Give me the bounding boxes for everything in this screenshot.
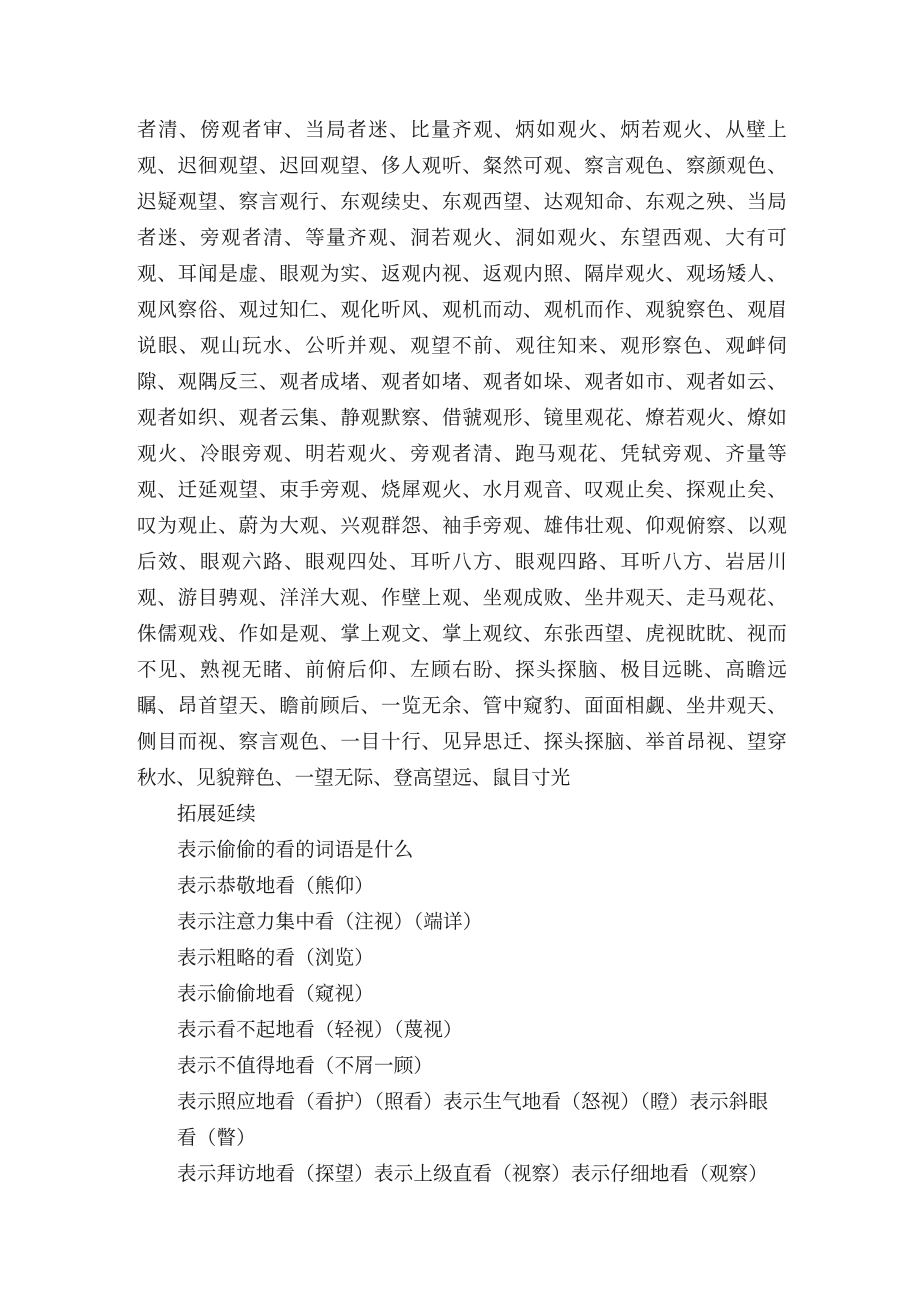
extension-line-text: 表示照应地看（看护）（照看）表示生气地看（怒视）（瞪）表示斜眼看（瞥） (177, 1090, 769, 1149)
idiom-paragraph: 者清、傍观者审、当局者迷、比量齐观、炳如观火、炳若观火、从壁上观、迟徊观望、迟回观望、侈人观听、粲然可观、察言观色、察颜观色、迟疑观望、察言观行、东观续史、东观西望、达观知命、东观之殃、当局者迷、旁观者清、等量齐观、洞若观火、洞如观火、东望西观、大有可观、耳闻是虚、眼观为实、返观内视、返观内照、隔岸观火、观场矮人、观风察俗、观过知仁、观化听风、观机而动、观机而作、观貌察色、观眉说眼、观山玩水、公听并观、观望不前、观往知来、观形察色、观衅伺隙、观隅反三、观者成堵、观者如堵、观者如垛、观者如市、观者如云、观者如织、观者云集、静观默察、借虢观形、镜里观花、燎若观火、燎如观火、冷眼旁观、明若观火、旁观者清、跑马观花、凭轼旁观、齐量等观、迁延观望、束手旁观、烧犀观火、水月观音、叹观止矣、探观止矣、叹为观止、蔚为大观、兴观群怨、袖手旁观、雄伟壮观、仰观俯察、以观后效、眼观六路、眼观四处、耳听八方、眼观四路、耳听八方、岩居川观、游目骋观、洋洋大观、作壁上观、坐观成败、坐井观天、走马观花、侏儒观戏、作如是观、掌上观文、掌上观纹、东张西望、虎视眈眈、视而不见、熟视无睹、前俯后仰、左顾右盼、探头探脑、极目远眺、高瞻远瞩、昂首望天、瞻前顾后、一览无余、管中窥豹、面面相觑、坐井观天、侧目而视、察言观色、一目十行、见异思迁、探头探脑、举首昂视、望穿秋水、见貌辩色、一望无际、登高望远、鼠目寸光 (137, 118, 787, 789)
extension-line: 表示偷偷的看的词语是什么 (177, 838, 414, 861)
extension-section (137, 796, 787, 1192)
extension-line: 表示注意力集中看（注视）（端详） (177, 910, 483, 933)
extension-line: 表示看不起地看（轻视）（蔑视） (177, 1018, 463, 1041)
extension-line: 表示不值得地看（不屑一顾） (177, 1054, 434, 1077)
document-body (137, 112, 787, 1192)
extension-line: 表示拜访地看（探望）表示上级直看（视察）表示仔细地看（观察） (177, 1162, 769, 1185)
extension-line-wrapped (137, 1084, 787, 1156)
extension-line: 表示偷偷地看（窥视） (177, 982, 375, 1005)
extension-line: 表示恭敬地看（熊仰） (177, 874, 375, 897)
extension-line: 表示粗略的看（浏览） (177, 946, 375, 969)
extension-title: 拓展延续 (177, 802, 256, 825)
